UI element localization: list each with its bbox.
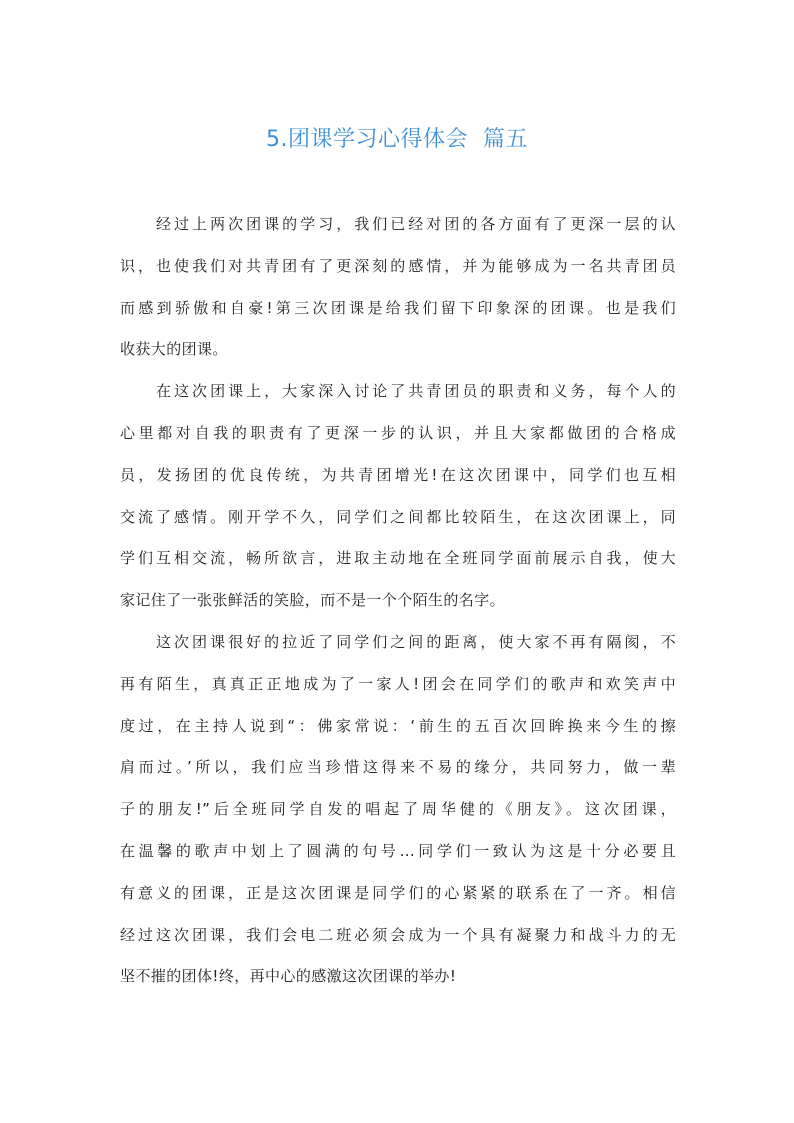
paragraph-line: 经过上两次团课的学习，我们已经对团的各方面有了更深一层的认 — [156, 215, 676, 233]
paragraph-line: 识，也使我们对共青团有了更深刻的感情，并为能够成为一名共青团员 — [120, 256, 676, 275]
paragraph-line: 学们互相交流，畅所欲言，进取主动地在全班同学面前展示自我，使大 — [120, 549, 676, 568]
paragraph-line: 肩而过。’所以，我们应当珍惜这得来不易的缘分，共同努力，做一辈 — [120, 758, 676, 777]
paragraph-line: 这次团课很好的拉近了同学们之间的距离，使大家不再有隔阂，不 — [156, 632, 676, 651]
paragraph-line: 交流了感情。刚开学不久，同学们之间都比较陌生，在这次团课上，同 — [120, 507, 676, 526]
paragraph-line: 在这次团课上，大家深入讨论了共青团员的职责和义务，每个人的 — [156, 382, 676, 401]
paragraph-line: 坚不摧的团体!终，再中心的感激这次团课的举办! — [120, 967, 457, 986]
paragraph-line: 度过，在主持人说到“：佛家常说：‘前生的五百次回眸换来今生的擦 — [120, 716, 676, 735]
paragraph-1 — [120, 204, 676, 371]
paragraph-line: 心里都对自我的职责有了更深一步的认识，并且大家都做团的合格成 — [120, 423, 676, 442]
paragraph-line: 经过这次团课，我们会电二班必须会成为一个具有凝聚力和战斗力的无 — [120, 925, 676, 944]
paragraph-line: 家记住了一张张鲜活的笑脸，而不是一个个陌生的名字。 — [120, 591, 506, 610]
paragraph-line: 在温馨的歌声中划上了圆满的句号...同学们一致认为这是十分必要且 — [120, 841, 676, 860]
paragraph-line: 有意义的团课，正是这次团课是同学们的心紧紧的联系在了一齐。相信 — [120, 883, 676, 902]
paragraph-line: 而感到骄傲和自豪!第三次团课是给我们留下印象深的团课。也是我们 — [120, 298, 676, 317]
document-title: 5.团课学习心得体会 篇五 — [266, 127, 528, 152]
paragraph-line: 员，发扬团的优良传统，为共青团增光!在这次团课中，同学们也互相 — [120, 465, 676, 484]
paragraph-line: 子的朋友!”后全班同学自发的唱起了周华健的《朋友》。这次团课， — [120, 800, 676, 819]
paragraph-line: 再有陌生，真真正正地成为了一家人!团会在同学们的歌声和欢笑声中 — [120, 674, 676, 693]
paragraph-2 — [120, 371, 676, 622]
paragraph-3 — [120, 622, 676, 998]
document-body — [120, 204, 676, 998]
paragraph-line: 收获大的团课。 — [120, 340, 228, 359]
